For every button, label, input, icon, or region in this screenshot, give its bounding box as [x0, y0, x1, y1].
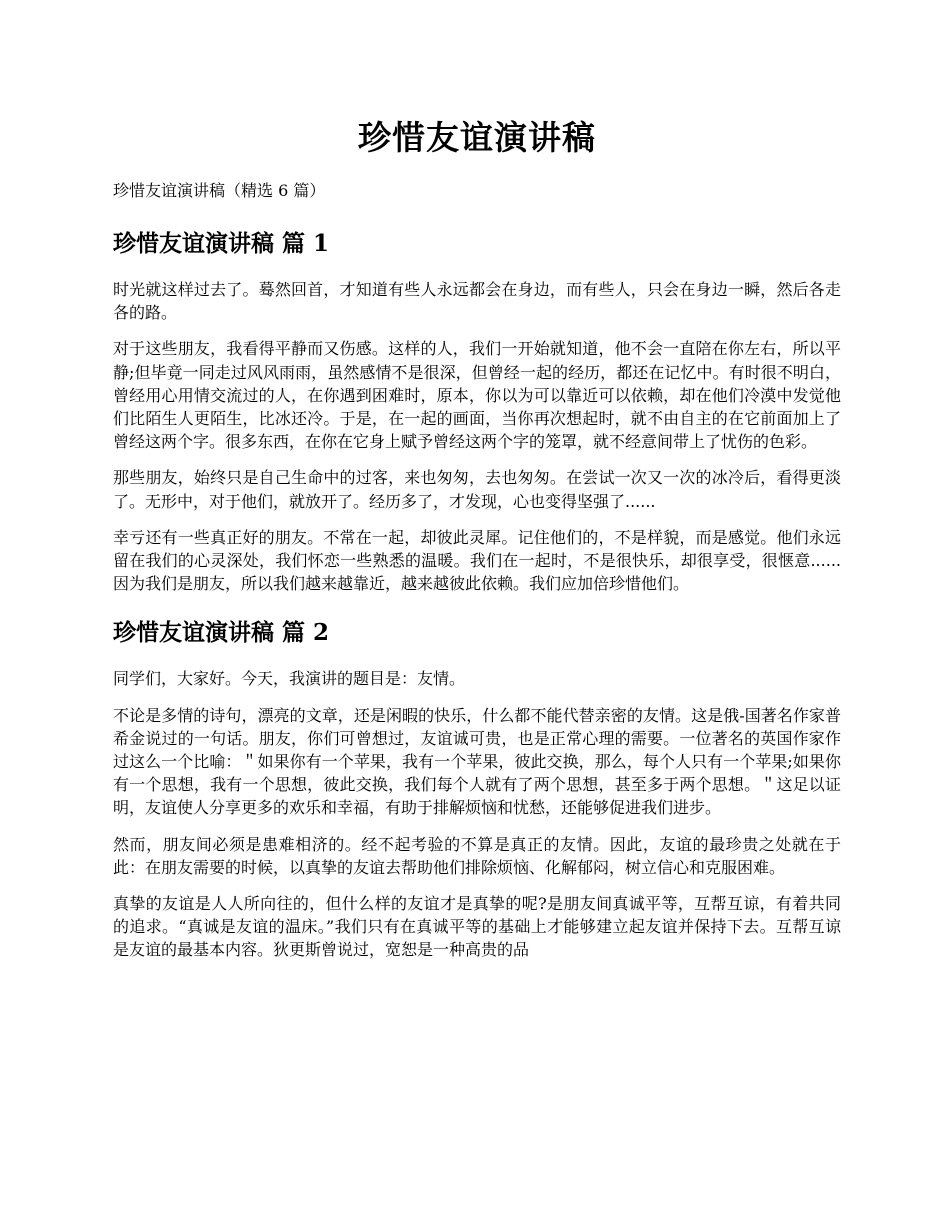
section-2	[113, 617, 841, 961]
paragraph: 真挚的友谊是人人所向往的，但什么样的友谊才是真挚的呢?是朋友间真诚平等，互帮互谅，有着共同的追求。“真诚是友谊的温床。”我们只有在真诚平等的基础上才能够建立起友谊并保持下去。互帮互谅是友谊的最基本内容。狄更斯曾说过，宽恕是一种高贵的品	[113, 894, 841, 960]
section-heading: 珍惜友谊演讲稿 篇 2	[113, 619, 330, 647]
paragraph: 那些朋友，始终只是自己生命中的过客，来也匆匆，去也匆匆。在尝试一次又一次的冰冷后，看得更淡了。无形中，对于他们，就放开了。经历多了，才发现，心也变得坚强了......	[113, 468, 841, 511]
section-1	[113, 228, 841, 595]
document-page	[113, 0, 841, 962]
paragraph: 不论是多情的诗句，漂亮的文章，还是闲暇的快乐，什么都不能代替亲密的友情。这是俄-国著名作家普希金说过的一句话。朋友，你们可曾想过，友谊诚可贵，也是正常心理的需要。一位著名的英国作家作过这么一个比喻：＂如果你有一个苹果，我有一个苹果，彼此交换，那么，每个人只有一个苹果;如果你有一个思想，我有一个思想，彼此交换，我们每个人就有了两个思想，甚至多于两个思想。＂这足以证明，友谊使人分享更多的欢乐和幸福，有助于排解烦恼和忧愁，还能够促进我们进步。	[113, 705, 841, 818]
document-subtitle: 珍惜友谊演讲稿（精选 6 篇）	[113, 181, 326, 200]
paragraph: 然而，朋友间必须是患难相济的。经不起考验的不算是真正的友情。因此，友谊的最珍贵之处就在于此：在朋友需要的时候，以真挚的友谊去帮助他们排除烦恼、化解郁闷，树立信心和克服困难。	[113, 834, 841, 877]
paragraph: 同学们，大家好。今天，我演讲的题目是：友情。	[113, 669, 466, 689]
paragraph: 时光就这样过去了。蓦然回首，才知道有些人永远都会在身边，而有些人，只会在身边一瞬，然后各走各的路。	[113, 280, 841, 323]
document-title: 珍惜友谊演讲稿	[358, 118, 596, 157]
paragraph: 对于这些朋友，我看得平静而又伤感。这样的人，我们一开始就知道，他不会一直陪在你左右，所以平静;但毕竟一同走过风风雨雨，虽然感情不是很深，但曾经一起的经历，都还在记忆中。有时很不明白，曾经用心用情交流过的人，在你遇到困难时，原本，你以为可以靠近可以依赖，却在他们冷漠中发觉他们比陌生人更陌生，比冰还冷。于是，在一起的画面，当你再次想起时，就不由自主的在它前面加上了曾经这两个字。很多东西，在你在它身上赋予曾经这两个字的笼罩，就不经意间带上了忧伤的色彩。	[113, 339, 841, 452]
section-heading: 珍惜友谊演讲稿 篇 1	[113, 230, 330, 257]
paragraph: 幸亏还有一些真正好的朋友。不常在一起，却彼此灵犀。记住他们的，不是样貌，而是感觉。他们永远留在我们的心灵深处，我们怀恋一些熟悉的温暖。我们在一起时，不是很快乐，却很享受，很惬意......因为我们是朋友，所以我们越来越靠近，越来越彼此依赖。我们应加倍珍惜他们。	[113, 527, 841, 594]
